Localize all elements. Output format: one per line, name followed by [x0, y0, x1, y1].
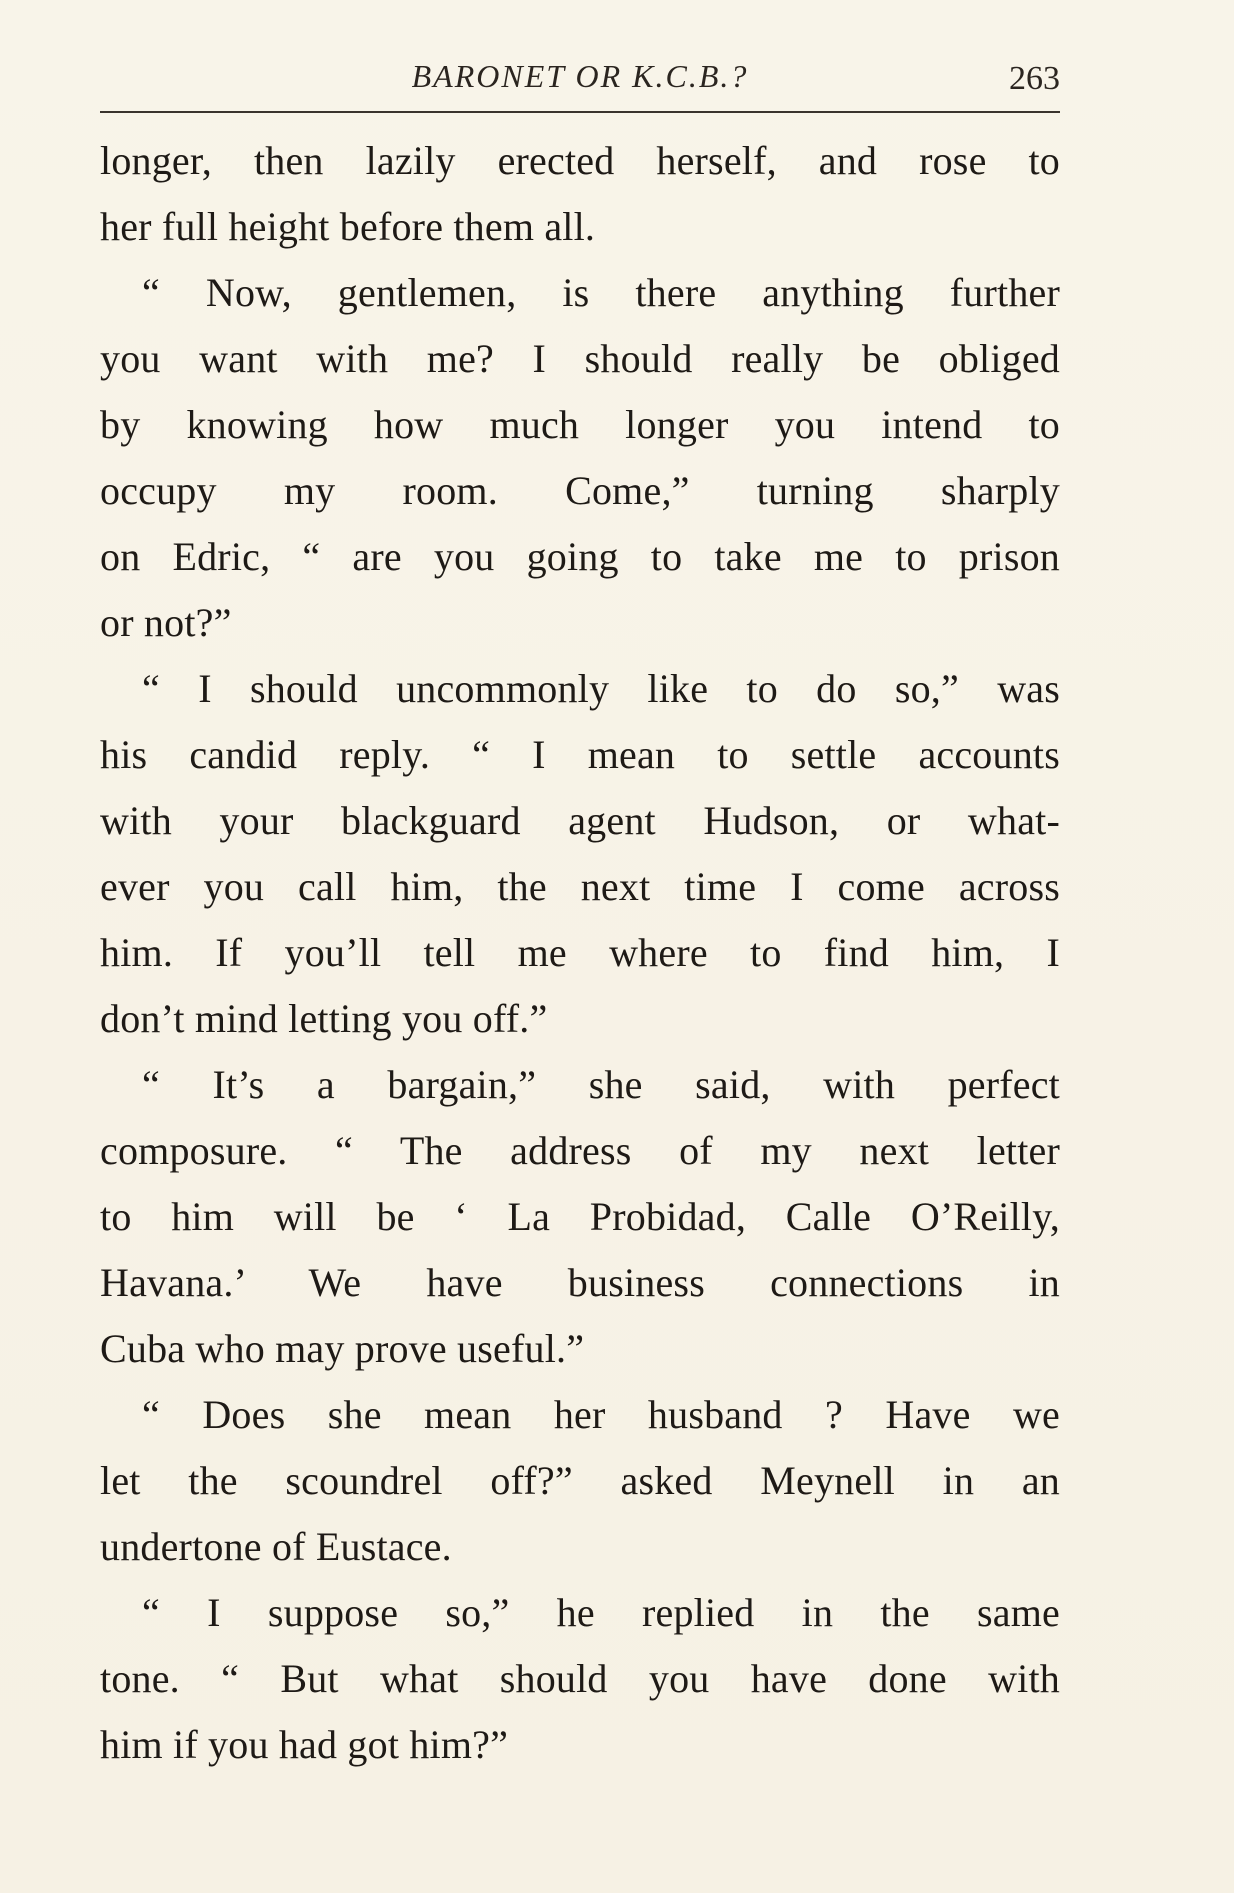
header-rule	[100, 111, 1060, 113]
text-line-11: with your blackguard agent Hudson, or what-	[100, 798, 1060, 843]
text-line-10: his candid reply. “ I mean to settle accounts	[100, 732, 1060, 777]
text-line-9: “ I should uncommonly like to do so,” was	[142, 666, 1060, 711]
text-line-2: her full height before them all.	[100, 204, 596, 249]
text-line-17: to him will be ‘ La Probidad, Calle O’Reilly,	[100, 1194, 1060, 1239]
text-line-4: you want with me? I should really be obliged	[100, 336, 1060, 381]
text-line-5: by knowing how much longer you intend to	[100, 402, 1060, 447]
text-line-15: “ It’s a bargain,” she said, with perfect	[142, 1062, 1060, 1107]
text-line-16: composure. “ The address of my next letter	[100, 1128, 1060, 1173]
text-line-14: don’t mind letting you off.”	[100, 996, 548, 1041]
text-line-8: or not?”	[100, 600, 232, 645]
text-line-12: ever you call him, the next time I come across	[100, 864, 1060, 909]
text-line-18: Havana.’ We have business connections in	[100, 1260, 1060, 1305]
page-number: 263	[1009, 60, 1060, 97]
page-text	[100, 128, 1060, 1778]
text-line-1: longer, then lazily erected herself, and rose to	[100, 138, 1060, 183]
text-line-24: tone. “ But what should you have done with	[100, 1656, 1060, 1701]
text-line-7: on Edric, “ are you going to take me to prison	[100, 534, 1060, 579]
running-head	[100, 52, 1060, 112]
running-title: BARONET OR K.C.B.?	[411, 58, 749, 94]
text-line-20: “ Does she mean her husband ? Have we	[142, 1392, 1060, 1437]
text-line-19: Cuba who may prove useful.”	[100, 1326, 585, 1371]
text-line-3: “ Now, gentlemen, is there anything further	[142, 270, 1060, 315]
text-line-25: him if you had got him?”	[100, 1722, 509, 1767]
text-line-23: “ I suppose so,” he replied in the same	[142, 1590, 1060, 1635]
text-line-22: undertone of Eustace.	[100, 1524, 452, 1569]
text-line-21: let the scoundrel off?” asked Meynell in an	[100, 1458, 1060, 1503]
text-line-6: occupy my room. Come,” turning sharply	[100, 468, 1060, 513]
text-line-13: him. If you’ll tell me where to find him, I	[100, 930, 1060, 975]
